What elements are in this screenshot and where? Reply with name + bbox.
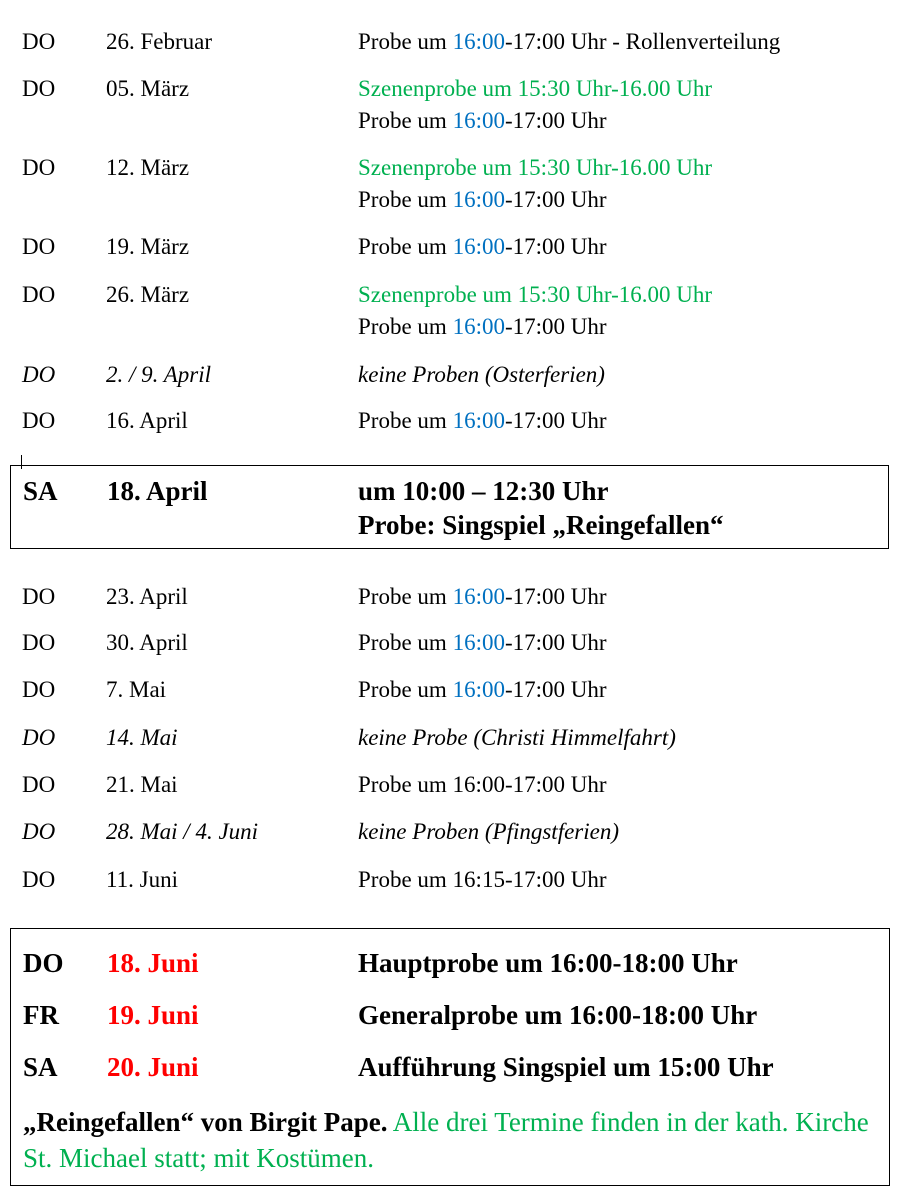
day-label: DO bbox=[22, 29, 56, 54]
day-label: DO bbox=[22, 76, 56, 101]
day-label: SA bbox=[23, 476, 58, 506]
event-text: Probe um 16:00-17:00 Uhr bbox=[358, 584, 607, 609]
event-text: Aufführung Singspiel um 15:00 Uhr bbox=[358, 1052, 774, 1082]
day-label: FR bbox=[23, 1000, 59, 1030]
event-title: Probe: Singspiel „Reingefallen“ bbox=[358, 510, 724, 540]
date-label: 05. März bbox=[106, 76, 190, 101]
event-text: Probe um 16:00-17:00 Uhr bbox=[358, 234, 607, 259]
saturday-rehearsal-box bbox=[10, 465, 889, 549]
performance-box bbox=[10, 928, 890, 1186]
date-label: 23. April bbox=[106, 584, 188, 609]
event-time: um 10:00 – 12:30 Uhr bbox=[358, 476, 609, 506]
scene-rehearsal-text: Szenenprobe um 15:30 Uhr-16.00 Uhr bbox=[358, 282, 713, 307]
day-label: DO bbox=[22, 234, 56, 259]
day-label: DO bbox=[22, 819, 56, 844]
event-text: keine Probe (Christi Himmelfahrt) bbox=[358, 725, 676, 750]
time-highlight: 16:00 bbox=[452, 187, 505, 212]
date-label: 14. Mai bbox=[106, 725, 178, 750]
note-location: Alle drei Termine finden in der kath. Kirche St. Michael statt; mit Kostümen. bbox=[23, 1107, 869, 1173]
event-text: Hauptprobe um 16:00-18:00 Uhr bbox=[358, 948, 738, 978]
date-label: 16. April bbox=[106, 408, 188, 433]
scene-rehearsal-text: Szenenprobe um 15:30 Uhr-16.00 Uhr bbox=[358, 155, 713, 180]
date-label: 28. Mai / 4. Juni bbox=[106, 819, 259, 844]
event-text: Probe um 16:00-17:00 Uhr bbox=[358, 630, 607, 655]
event-text: Generalprobe um 16:00-18:00 Uhr bbox=[358, 1000, 758, 1030]
event-text: Probe um 16:15-17:00 Uhr bbox=[358, 867, 607, 892]
time-highlight: 16:00 bbox=[452, 630, 505, 655]
day-label: SA bbox=[23, 1052, 58, 1082]
date-label: 12. März bbox=[106, 155, 190, 180]
day-label: DO bbox=[22, 677, 56, 702]
date-label: 30. April bbox=[106, 630, 188, 655]
date-label: 7. Mai bbox=[106, 677, 167, 702]
date-label: 26. Februar bbox=[106, 29, 213, 54]
day-label: DO bbox=[22, 725, 56, 750]
day-label: DO bbox=[22, 282, 56, 307]
event-text: Probe um 16:00-17:00 Uhr bbox=[358, 314, 607, 339]
date-label: 18. April bbox=[107, 476, 208, 506]
day-label: DO bbox=[22, 772, 56, 797]
performance-note bbox=[23, 1104, 873, 1176]
event-text: Probe um 16:00-17:00 Uhr bbox=[358, 677, 607, 702]
date-label: 2. / 9. April bbox=[106, 362, 212, 387]
date-label: 18. Juni bbox=[107, 948, 199, 978]
time-highlight: 16:00 bbox=[452, 314, 505, 339]
event-text: Probe um 16:00-17:00 Uhr bbox=[358, 108, 607, 133]
time-highlight: 16:00 bbox=[452, 108, 505, 133]
event-text: Probe um 16:00-17:00 Uhr bbox=[358, 772, 607, 797]
event-text: Probe um 16:00-17:00 Uhr bbox=[358, 187, 607, 212]
time-highlight: 16:00 bbox=[452, 584, 505, 609]
day-label: DO bbox=[22, 630, 56, 655]
time-highlight: 16:00 bbox=[452, 408, 505, 433]
note-title: „Reingefallen“ von Birgit Pape. bbox=[23, 1107, 388, 1137]
event-text: keine Proben (Pfingstferien) bbox=[358, 819, 620, 844]
time-highlight: 16:00 bbox=[452, 234, 505, 259]
date-label: 19. März bbox=[106, 234, 190, 259]
date-label: 26. März bbox=[106, 282, 190, 307]
day-label: DO bbox=[22, 362, 56, 387]
date-label: 21. Mai bbox=[106, 772, 178, 797]
time-highlight: 16:00 bbox=[452, 29, 505, 54]
date-label: 11. Juni bbox=[106, 867, 178, 892]
day-label: DO bbox=[22, 408, 56, 433]
day-label: DO bbox=[23, 948, 64, 978]
date-label: 20. Juni bbox=[107, 1052, 199, 1082]
time-highlight: 16:00 bbox=[452, 677, 505, 702]
day-label: DO bbox=[22, 867, 56, 892]
day-label: DO bbox=[22, 584, 56, 609]
event-text: keine Proben (Osterferien) bbox=[358, 362, 605, 387]
scene-rehearsal-text: Szenenprobe um 15:30 Uhr-16.00 Uhr bbox=[358, 76, 713, 101]
event-text: Probe um 16:00-17:00 Uhr - Rollenverteilung bbox=[358, 29, 781, 54]
date-label: 19. Juni bbox=[107, 1000, 199, 1030]
day-label: DO bbox=[22, 155, 56, 180]
event-text: Probe um 16:00-17:00 Uhr bbox=[358, 408, 607, 433]
